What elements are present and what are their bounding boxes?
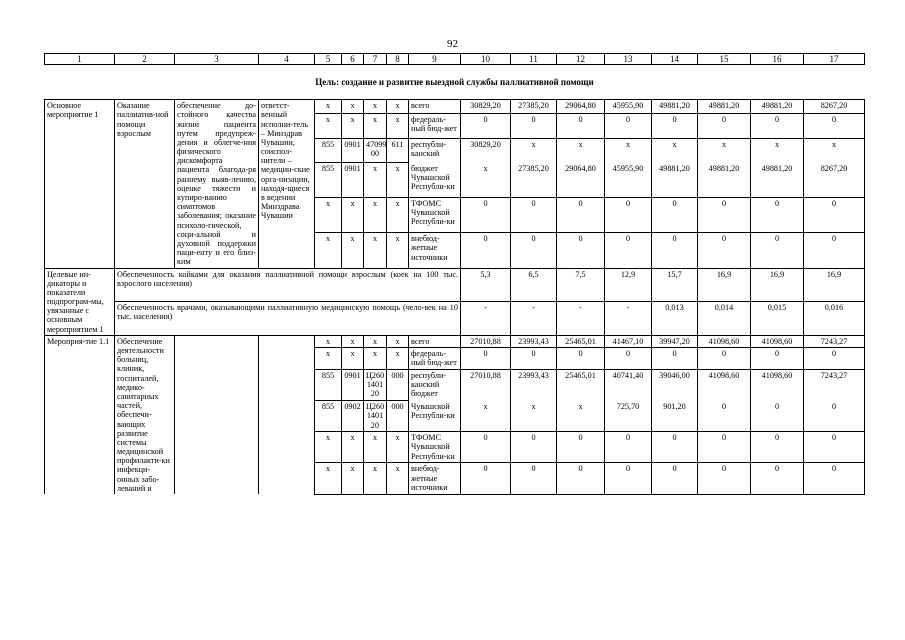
year-value: 27385,20 [511,100,557,114]
column-number: 1 [45,54,115,65]
year-value: 0 [698,233,751,268]
column-number: 6 [342,54,364,65]
year-value: 27385,20 [511,163,557,198]
year-value: 23993,43 [511,335,557,347]
year-value: 41098,60 [698,370,751,401]
code-gr: x [315,463,342,494]
code-csr: x [364,348,387,370]
column-number: 5 [315,54,342,65]
year-value: 0 [804,463,865,494]
responsible-executor [259,335,315,494]
column-number: 13 [605,54,652,65]
year-value: 0 [605,114,652,139]
code-rz: 0902 [342,401,364,432]
code-rz: x [342,335,364,347]
indicator-value: 16,9 [804,268,865,302]
code-rz: x [342,348,364,370]
measure-title: Мероприя-тие 1.1 [45,335,115,494]
code-vr: x [387,198,409,233]
code-vr: x [387,463,409,494]
funding-source: бюджет Чувашской Республи-ки [409,163,461,198]
year-value: 0 [698,198,751,233]
year-value: 0 [511,348,557,370]
year-value: 0 [751,432,804,463]
year-value: 25465,01 [557,370,605,401]
indicator-value: 0,015 [751,302,804,336]
year-value: 0 [698,114,751,139]
year-value: x [461,401,511,432]
indicator-row [45,302,865,336]
year-value: 0 [605,348,652,370]
year-value: 29064,80 [557,100,605,114]
year-value: 23993,43 [511,370,557,401]
year-value: 41098,60 [751,370,804,401]
indicator-value: 5,3 [461,268,511,302]
year-value: 0 [652,233,698,268]
year-value: x [652,138,698,163]
code-rz: x [342,100,364,114]
year-value: 0 [804,114,865,139]
code-gr: x [315,198,342,233]
year-value: 0 [698,432,751,463]
code-gr: x [315,348,342,370]
year-value: 49881,20 [698,100,751,114]
goal-title: Цель: создание и развитие выездной службы паллиативной помощи [315,77,594,88]
year-value: x [751,138,804,163]
year-value: 49881,20 [751,100,804,114]
indicator-text: Обеспеченность койками для оказания паллиативной помощи взрослым (коек на 100 тыс. взрослого населения) [115,268,461,302]
year-value: 0 [557,114,605,139]
measure-description: обеспечение до-стойного качества жизни пациента путем предупреж-дения и облегче-ния физического дискомфорта пациента благода-ря раннему выяв-лению, оценке тяжести и купиро-ванию симптомов заболевания; оказание психоло-гической, соци-альной и духовной поддержки паци-енту и его близ-ким [175,100,259,268]
code-gr: x [315,335,342,347]
code-csr: x [364,100,387,114]
code-rz: 0901 [342,163,364,198]
column-number: 12 [557,54,605,65]
year-value: 25465,01 [557,335,605,347]
year-value: 8267,20 [804,100,865,114]
column-number: 7 [364,54,387,65]
code-rz: x [342,198,364,233]
funding-source: всего [409,100,461,114]
code-gr: x [315,100,342,114]
year-value: 0 [804,233,865,268]
code-rz: x [342,114,364,139]
goal-row [45,65,865,100]
indicator-value: 0,013 [652,302,698,336]
year-value: 0 [652,114,698,139]
column-number: 11 [511,54,557,65]
funding-source: внебюд-жетные источники [409,463,461,494]
funding-source: ТФОМС Чувашской Республи-ки [409,432,461,463]
code-rz: 0901 [342,138,364,163]
indicator-value: - [557,302,605,336]
measure-description [175,335,259,494]
code-rz: 0901 [342,370,364,401]
funding-source: внебюд-жетные источники [409,233,461,268]
year-value: 8267,20 [804,163,865,198]
code-gr: 855 [315,163,342,198]
year-value: 41467,10 [605,335,652,347]
year-value: 0 [652,198,698,233]
year-value: 0 [605,233,652,268]
code-csr: x [364,463,387,494]
page-number: 92 [447,38,458,50]
year-value: 0 [698,401,751,432]
code-csr: x [364,198,387,233]
year-value: 0 [461,348,511,370]
code-vr: x [387,100,409,114]
code-vr: x [387,163,409,198]
column-number: 2 [115,54,175,65]
column-number: 9 [409,54,461,65]
year-value: 0 [652,463,698,494]
year-value: 0 [461,463,511,494]
year-value: 0 [461,233,511,268]
year-value: x [511,401,557,432]
year-value: 0 [557,463,605,494]
year-value: 0 [652,432,698,463]
code-csr: x [364,233,387,268]
code-rz: x [342,233,364,268]
budget-row [45,100,865,114]
year-value: 0 [652,348,698,370]
code-gr: x [315,432,342,463]
year-value: 725,70 [605,401,652,432]
indicator-value: - [511,302,557,336]
measure-name: Оказание паллиатив-ной помощи взрослым [115,100,175,268]
year-value: 0 [557,198,605,233]
code-csr: x [364,335,387,347]
year-value: 0 [605,198,652,233]
year-value: 39046,00 [652,370,698,401]
column-number: 17 [804,54,865,65]
funding-source: федераль-ный бюд-жет [409,114,461,139]
indicator-row [45,268,865,302]
budget-row [45,335,865,347]
year-value: 40741,40 [605,370,652,401]
column-number: 3 [175,54,259,65]
code-csr: Ц260 1401 20 [364,370,387,401]
indicator-value: 16,9 [698,268,751,302]
year-value: 41098,60 [751,335,804,347]
year-value: 27010,88 [461,335,511,347]
year-value: 0 [511,198,557,233]
indicator-value: - [605,302,652,336]
year-value: 0 [804,348,865,370]
code-vr: x [387,114,409,139]
year-value: x [461,163,511,198]
year-value: 41098,60 [698,335,751,347]
funding-source: ТФОМС Чувашской Республи-ки [409,198,461,233]
year-value: 0 [557,233,605,268]
measure-name: Обеспечение деятельности больниц, клиник, госпиталей, медико-санитарных частей, обеспечи-вающих развитие системы медицинской профилакти-ки инфекци-онных забо-леваний и [115,335,175,494]
year-value: 0 [804,198,865,233]
code-vr: x [387,335,409,347]
year-value: 0 [605,463,652,494]
year-value: 0 [511,463,557,494]
code-vr: 611 [387,138,409,163]
year-value: 0 [751,463,804,494]
funding-source: Чувашской Республи-ки [409,401,461,432]
code-csr: Ц260 1401 20 [364,401,387,432]
year-value: 0 [751,233,804,268]
year-value: 0 [511,114,557,139]
code-vr: x [387,348,409,370]
column-number-row [45,54,865,65]
year-value: 39947,20 [652,335,698,347]
indicator-value: 0,014 [698,302,751,336]
code-vr: x [387,432,409,463]
year-value: 0 [751,401,804,432]
code-vr: 000 [387,370,409,401]
code-csr: x [364,114,387,139]
year-value: 45955,90 [605,100,652,114]
indicator-value: 12,9 [605,268,652,302]
year-value: 0 [804,401,865,432]
year-value: 49881,20 [698,163,751,198]
indicator-text: Обеспеченность врачами, оказывающими паллиативную медицинскую помощь (чело-век на 10 тыс. населения) [115,302,461,336]
code-gr: x [315,114,342,139]
year-value: 0 [461,198,511,233]
year-value: 0 [511,432,557,463]
year-value: 30829,20 [461,138,511,163]
year-value: x [605,138,652,163]
measure-title: Основное мероприятие 1 [45,100,115,268]
column-number: 10 [461,54,511,65]
indicator-value: 15,7 [652,268,698,302]
column-number: 8 [387,54,409,65]
year-value: 0 [698,348,751,370]
code-gr: 855 [315,370,342,401]
year-value: 0 [461,114,511,139]
year-value: 0 [751,114,804,139]
year-value: 0 [751,348,804,370]
year-value: 27010,88 [461,370,511,401]
year-value: 29064,80 [557,163,605,198]
code-rz: x [342,463,364,494]
year-value: 0 [557,348,605,370]
indicator-value: 7,5 [557,268,605,302]
code-gr: 855 [315,401,342,432]
column-number: 4 [259,54,315,65]
funding-source: всего [409,335,461,347]
indicator-value: 0,016 [804,302,865,336]
indicator-value: - [461,302,511,336]
code-gr: 855 [315,138,342,163]
code-csr: x [364,163,387,198]
year-value: x [511,138,557,163]
indicator-value: 6,5 [511,268,557,302]
year-value: 45955,90 [605,163,652,198]
year-value: 0 [461,432,511,463]
year-value: x [698,138,751,163]
year-value: 0 [698,463,751,494]
year-value: x [557,138,605,163]
year-value: 49881,20 [652,163,698,198]
indicator-value: 16,9 [751,268,804,302]
year-value: x [804,138,865,163]
year-value: 0 [511,233,557,268]
funding-source: федераль-ный бюд-жет [409,348,461,370]
column-number: 16 [751,54,804,65]
year-value: 0 [751,198,804,233]
year-value: 49881,20 [751,163,804,198]
code-gr: x [315,233,342,268]
funding-source: республи-канский бюджет [409,370,461,401]
funding-source: республи-канский [409,138,461,163]
year-value: x [557,401,605,432]
responsible-executor: ответст-венный исполни-тель – Минздрав Чувашии, соиспол-нители – медицин-ские орга-низации, находя-щиеся в ведении Минздрава Чувашии [259,100,315,268]
year-value: 7243,27 [804,370,865,401]
code-csr: x [364,432,387,463]
year-value: 0 [605,432,652,463]
code-vr: 000 [387,401,409,432]
column-number: 14 [652,54,698,65]
code-vr: x [387,233,409,268]
year-value: 7243,27 [804,335,865,347]
year-value: 0 [557,432,605,463]
year-value: 49881,20 [652,100,698,114]
code-csr: 47099 00 [364,138,387,163]
indicators-label: Целевые ин-дикаторы и показатели подпрограм-мы, увязанные с основным мероприятием 1 [45,268,115,335]
budget-table [44,53,865,495]
year-value: 0 [804,432,865,463]
year-value: 901,20 [652,401,698,432]
code-rz: x [342,432,364,463]
year-value: 30829,20 [461,100,511,114]
column-number: 15 [698,54,751,65]
